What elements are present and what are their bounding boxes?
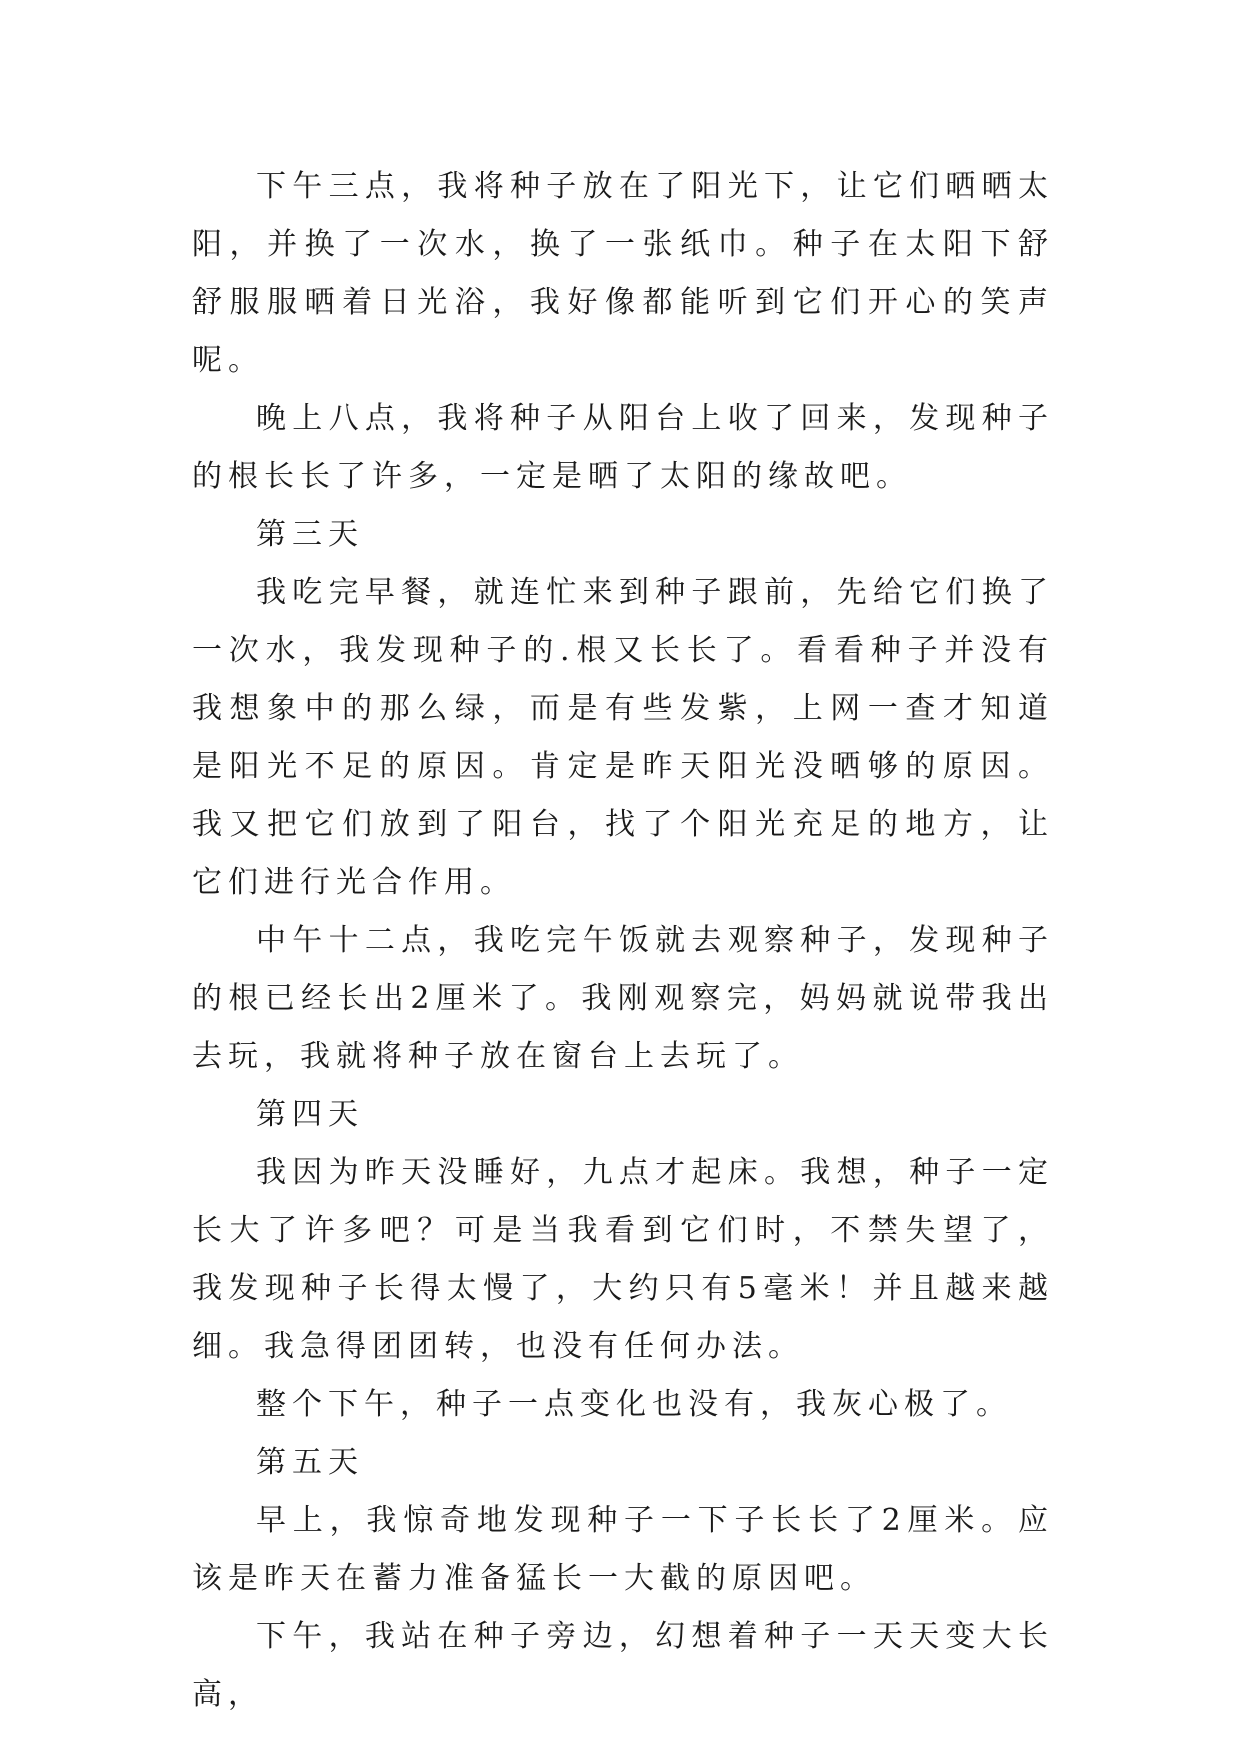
paragraph-1: 下午三点，我将种子放在了阳光下，让它们晒晒太阳，并换了一次水，换了一张纸巾。种子在太阳下舒舒服服晒着日光浴，我好像都能听到它们开心的笑声呢。 — [192, 169, 1054, 378]
day-heading-4: 第四天 — [256, 1097, 364, 1132]
paragraph-11: 下午，我站在种子旁边，幻想着种子一天天变大长高， — [192, 1619, 1054, 1712]
day-heading-5: 第五天 — [256, 1445, 364, 1480]
document-page — [192, 158, 1054, 1724]
paragraph-10: 早上，我惊奇地发现种子一下子长长了2厘米。应该是昨天在蓄力准备猛长一大截的原因吧。 — [192, 1503, 1054, 1596]
paragraph-5: 中午十二点，我吃完午饭就去观察种子，发现种子的根已经长出2厘米了。我刚观察完，妈妈就说带我出去玩，我就将种子放在窗台上去玩了。 — [192, 923, 1054, 1074]
paragraph-4: 我吃完早餐，就连忙来到种子跟前，先给它们换了一次水，我发现种子的.根又长长了。看看种子并没有我想象中的那么绿，而是有些发紫，上网一查才知道是阳光不足的原因。肯定是昨天阳光没晒够的原因。我又把它们放到了阳台，找了个阳光充足的地方，让它们进行光合作用。 — [192, 575, 1054, 900]
day-heading-3: 第三天 — [256, 517, 364, 552]
paragraph-7: 我因为昨天没睡好，九点才起床。我想，种子一定长大了许多吧？可是当我看到它们时，不禁失望了，我发现种子长得太慢了，大约只有5毫米！并且越来越细。我急得团团转，也没有任何办法。 — [192, 1155, 1054, 1364]
paragraph-2: 晚上八点，我将种子从阳台上收了回来，发现种子的根长长了许多，一定是晒了太阳的缘故吧。 — [192, 401, 1054, 494]
paragraph-8: 整个下午，种子一点变化也没有，我灰心极了。 — [256, 1387, 1012, 1422]
